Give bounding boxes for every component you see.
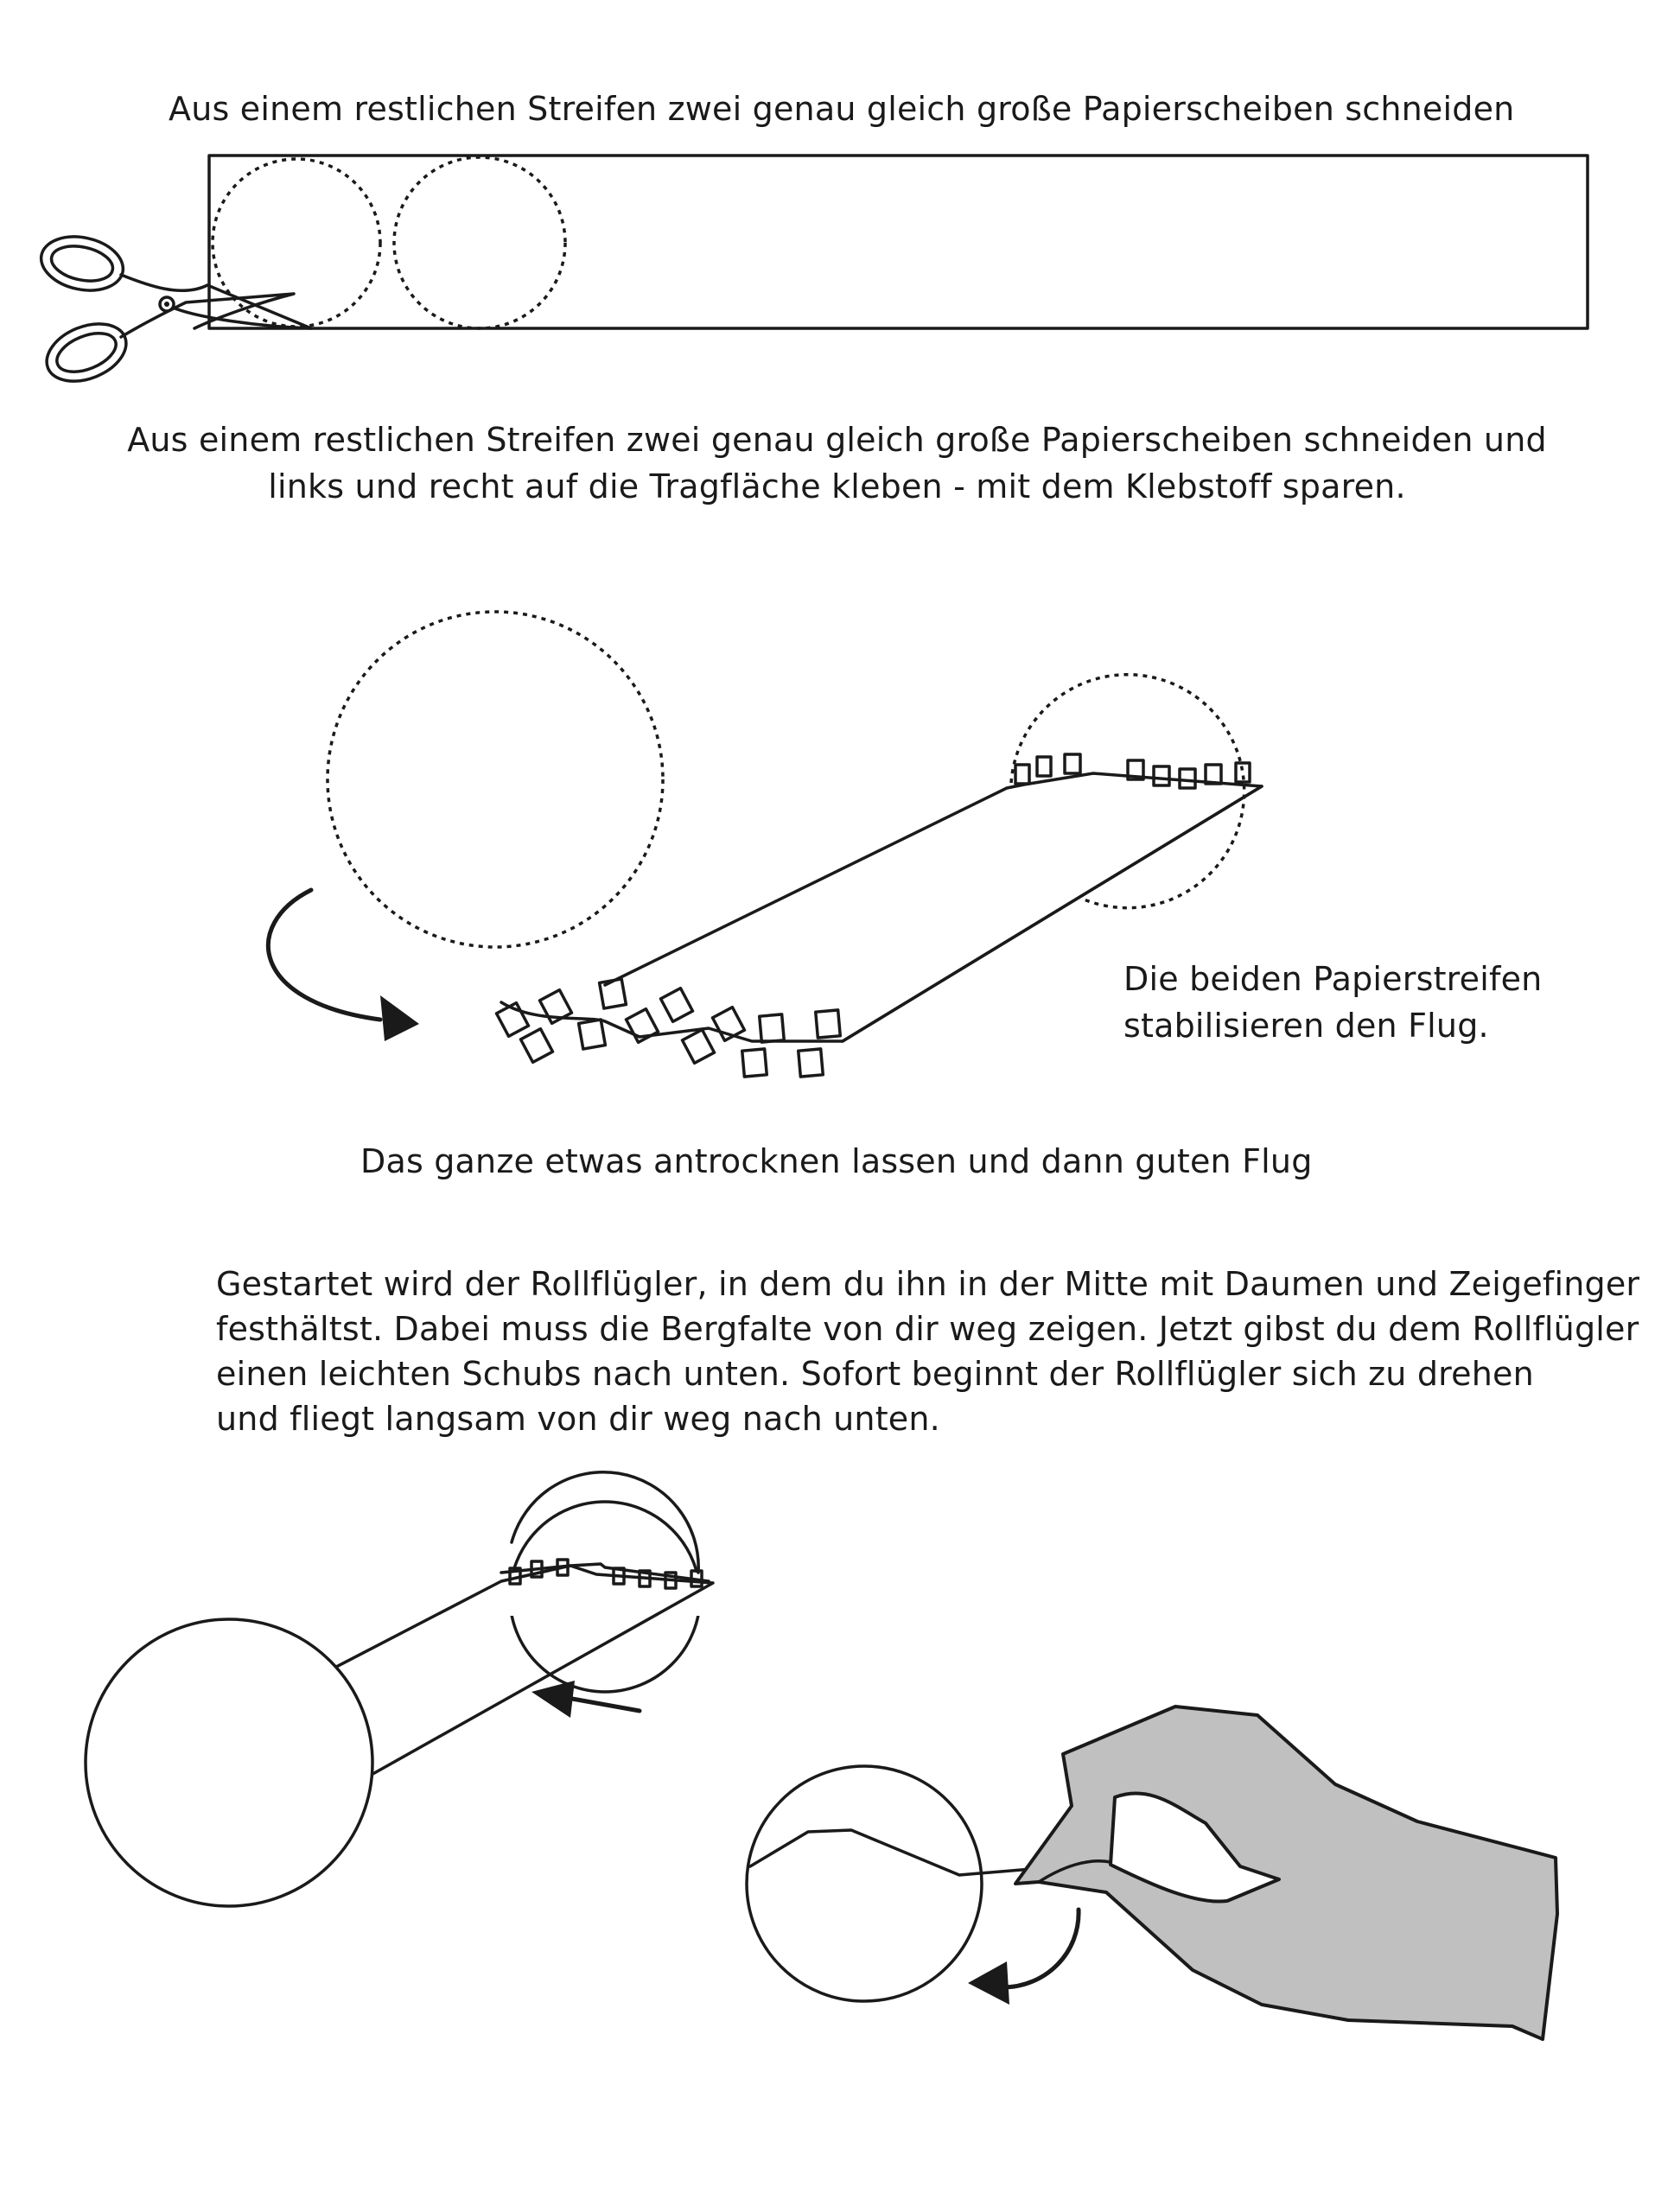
step4-line2: festhältst. Dabei muss die Bergfalte von dir weg zeigen. Jetzt gibst du dem Rollflügler (216, 1310, 1639, 1348)
step4-line3: einen leichten Schubs nach unten. Sofort beginnt der Rollflügler sich zu drehen (216, 1355, 1534, 1393)
scissors-icon (36, 230, 311, 392)
step3-caption: Das ganze etwas antrocknen lassen und dann guten Flug (360, 1142, 1313, 1180)
large-dashed-disc (328, 612, 663, 947)
step4-line4: und fliegt langsam von dir weg nach unten. (216, 1400, 940, 1438)
notch-tabs-left (496, 979, 840, 1077)
step2-caption-line2: links und recht auf die Tragfläche kleben - mit dem Klebstoff sparen. (268, 467, 1406, 505)
launch-wing-line (750, 1830, 1063, 1875)
stabilize-note-line1: Die beiden Papierstreifen (1123, 960, 1543, 998)
paper-strip (209, 156, 1588, 328)
step1-caption: Aus einem restlichen Streifen zwei genau gleich große Papierscheiben schneiden (169, 90, 1515, 128)
wing-strip (501, 773, 1262, 1041)
step4-line1: Gestartet wird der Rollflügler, in dem du ihn in der Mitte mit Daumen und Zeigefinger (216, 1265, 1640, 1303)
paper-strip-figure (209, 156, 1588, 328)
hand-icon (1015, 1707, 1557, 2039)
finished-flyer-figure (86, 1472, 713, 1906)
flyer-disc-large (86, 1619, 372, 1906)
launch-figure (747, 1707, 1557, 2039)
stabilize-note-line2: stabilisieren den Flug. (1123, 1007, 1489, 1045)
dashed-disc-1 (213, 159, 380, 327)
step2-caption-line1: Aus einem restlichen Streifen zwei genau gleich große Papierscheiben schneiden und (127, 421, 1547, 459)
dashed-disc-2 (394, 157, 565, 328)
wing-assembly-figure (328, 612, 1262, 1077)
attach-arrow (268, 890, 419, 1041)
notch-tabs-right (1015, 754, 1250, 788)
small-dashed-disc (1011, 675, 1244, 908)
launch-disc (747, 1766, 982, 2001)
